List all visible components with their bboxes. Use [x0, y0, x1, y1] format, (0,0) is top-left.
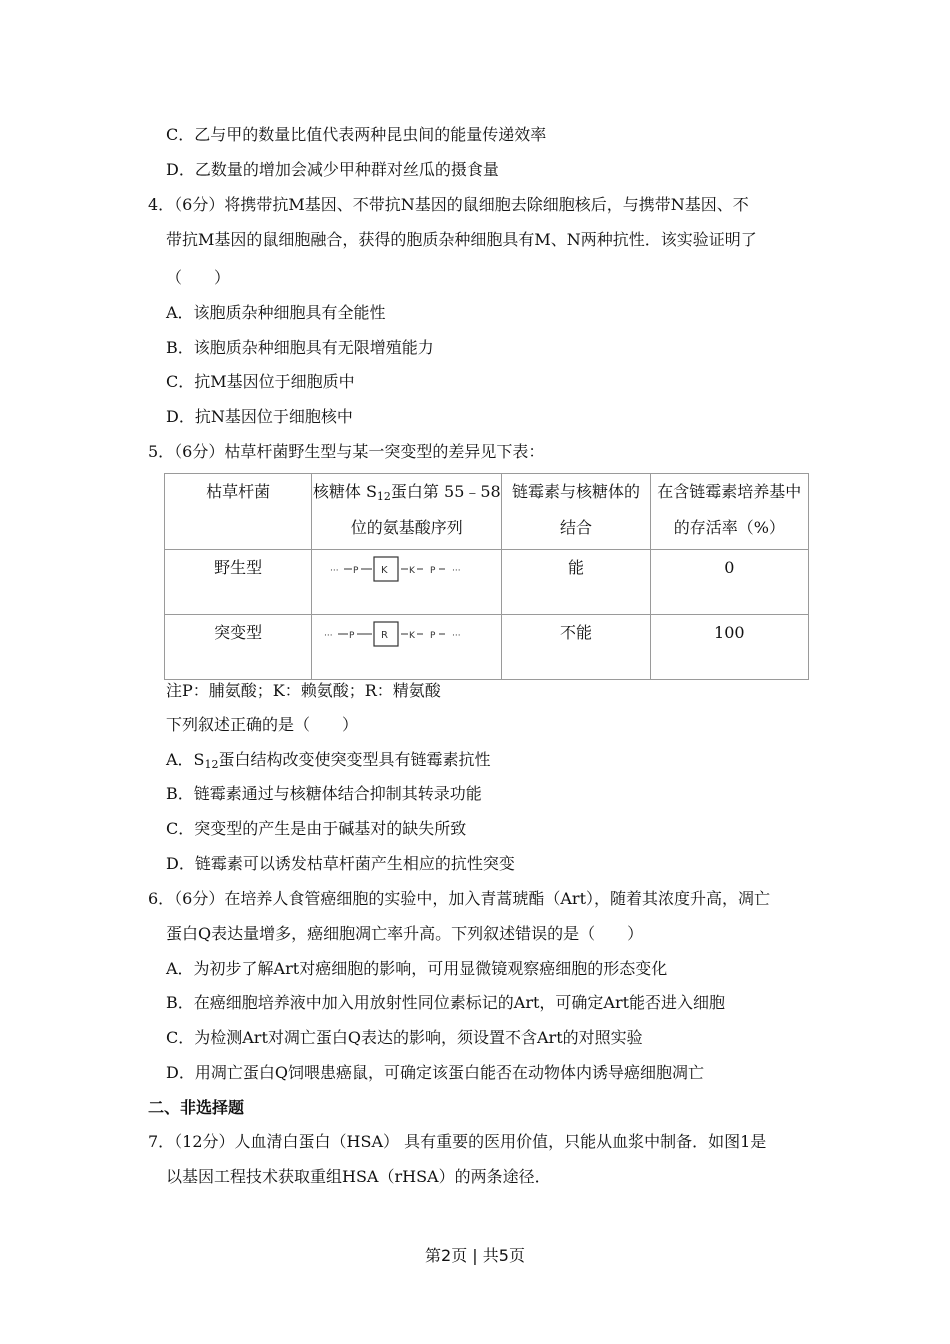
q6-option-a: A．为初步了解Art对癌细胞的影响，可用显微镜观察癌细胞的形态变化 — [166, 959, 668, 978]
svg-text:···: ··· — [452, 631, 461, 641]
row-binding: 不能 — [502, 615, 650, 680]
row-type: 野生型 — [165, 550, 312, 615]
table-header-row — [165, 474, 809, 550]
aa-box: K — [381, 565, 388, 576]
aa-left: P — [349, 631, 355, 641]
table-row — [165, 615, 809, 680]
aa-mid: K — [409, 631, 416, 641]
header-strain: 枯草杆菌 — [165, 474, 312, 550]
aa-box: R — [381, 630, 389, 641]
section-heading: 二、非选择题 — [148, 1098, 245, 1117]
q5-option-a: A．$S_{12}$蛋白结构改变使突变型具有链霉素抗性 — [166, 750, 491, 771]
q4-option-a: A．该胞质杂种细胞具有全能性 — [166, 303, 386, 322]
q6-stem-line1: 6．（6分）在培养人食管癌细胞的实验中，加入青蒿琥酯（Art），随着其浓度升高，凋亡 — [148, 889, 770, 908]
q4-stem-line1: 4．（6分）将携带抗M基因、不带抗N基因的鼠细胞去除细胞核后，与携带N基因、不 — [148, 195, 749, 214]
row-type: 突变型 — [165, 615, 312, 680]
q4-stem-line2: 带抗M基因的鼠细胞融合，获得的胞质杂种细胞具有M、N两种抗性．该实验证明了 — [166, 230, 757, 249]
svg-text:···: ··· — [330, 566, 339, 576]
svg-text:···: ··· — [324, 631, 333, 641]
aa-mid: K — [409, 566, 416, 576]
q5-option-d: D．链霉素可以诱发枯草杆菌产生相应的抗性突变 — [166, 854, 515, 873]
q5-question: 下列叙述正确的是（ ） — [166, 715, 359, 734]
q6-option-c: C．为检测Art对凋亡蛋白Q表达的影响，须设置不含Art的对照实验 — [166, 1028, 643, 1047]
sequence-diagram — [322, 552, 492, 586]
header-binding: 链霉素与核糖体的 结合 — [502, 474, 650, 550]
aa-right: P — [430, 566, 436, 576]
aa-left: P — [353, 566, 359, 576]
q5-table-note: 注P：脯氨酸；K：赖氨酸；R：精氨酸 — [166, 681, 441, 700]
svg-text:···: ··· — [452, 566, 461, 576]
q3-option-d: D．乙数量的增加会减少甲种群对丝瓜的摄食量 — [166, 160, 499, 179]
q5-stem: 5．（6分）枯草杆菌野生型与某一突变型的差异见下表： — [148, 442, 545, 461]
q4-option-c: C．抗M基因位于细胞质中 — [166, 372, 355, 391]
q7-stem-line2: 以基因工程技术获取重组HSA（rHSA）的两条途径． — [166, 1167, 551, 1186]
table-row — [165, 550, 809, 615]
q5-option-c: C．突变型的产生是由于碱基对的缺失所致 — [166, 819, 467, 838]
page-footer: 第2页 | 共5页 — [425, 1246, 525, 1265]
q3-option-c: C．乙与甲的数量比值代表两种昆虫间的能量传递效率 — [166, 125, 547, 144]
header-survival: 在含链霉素培养基中 的存活率（%） — [650, 474, 808, 550]
sequence-diagram — [322, 617, 492, 651]
row-survival: 100 — [650, 615, 808, 680]
q6-option-d: D．用凋亡蛋白Q饲喂患癌鼠，可确定该蛋白能否在动物体内诱导癌细胞凋亡 — [166, 1063, 704, 1082]
q4-answer-blank: （ ） — [166, 268, 231, 287]
aa-right: P — [430, 631, 436, 641]
q5-difference-table — [164, 473, 809, 680]
amino-acid-sequence — [312, 550, 502, 615]
header-sequence: 核糖体 $S_{12}$蛋白第 55﹣58 位的氨基酸序列 — [312, 474, 502, 550]
q6-option-b: B．在癌细胞培养液中加入用放射性同位素标记的Art，可确定Art能否进入细胞 — [166, 993, 726, 1012]
q5-option-b: B．链霉素通过与核糖体结合抑制其转录功能 — [166, 784, 482, 803]
row-binding: 能 — [502, 550, 650, 615]
q7-stem-line1: 7．（12分）人血清白蛋白（HSA） 具有重要的医用价值，只能从血浆中制备．如图1是 — [148, 1132, 767, 1151]
row-survival: 0 — [650, 550, 808, 615]
amino-acid-sequence — [312, 615, 502, 680]
q4-option-d: D．抗N基因位于细胞核中 — [166, 407, 353, 426]
q6-stem-line2: 蛋白Q表达量增多，癌细胞凋亡率升高。下列叙述错误的是（ ） — [166, 924, 644, 943]
q4-option-b: B．该胞质杂种细胞具有无限增殖能力 — [166, 338, 434, 357]
